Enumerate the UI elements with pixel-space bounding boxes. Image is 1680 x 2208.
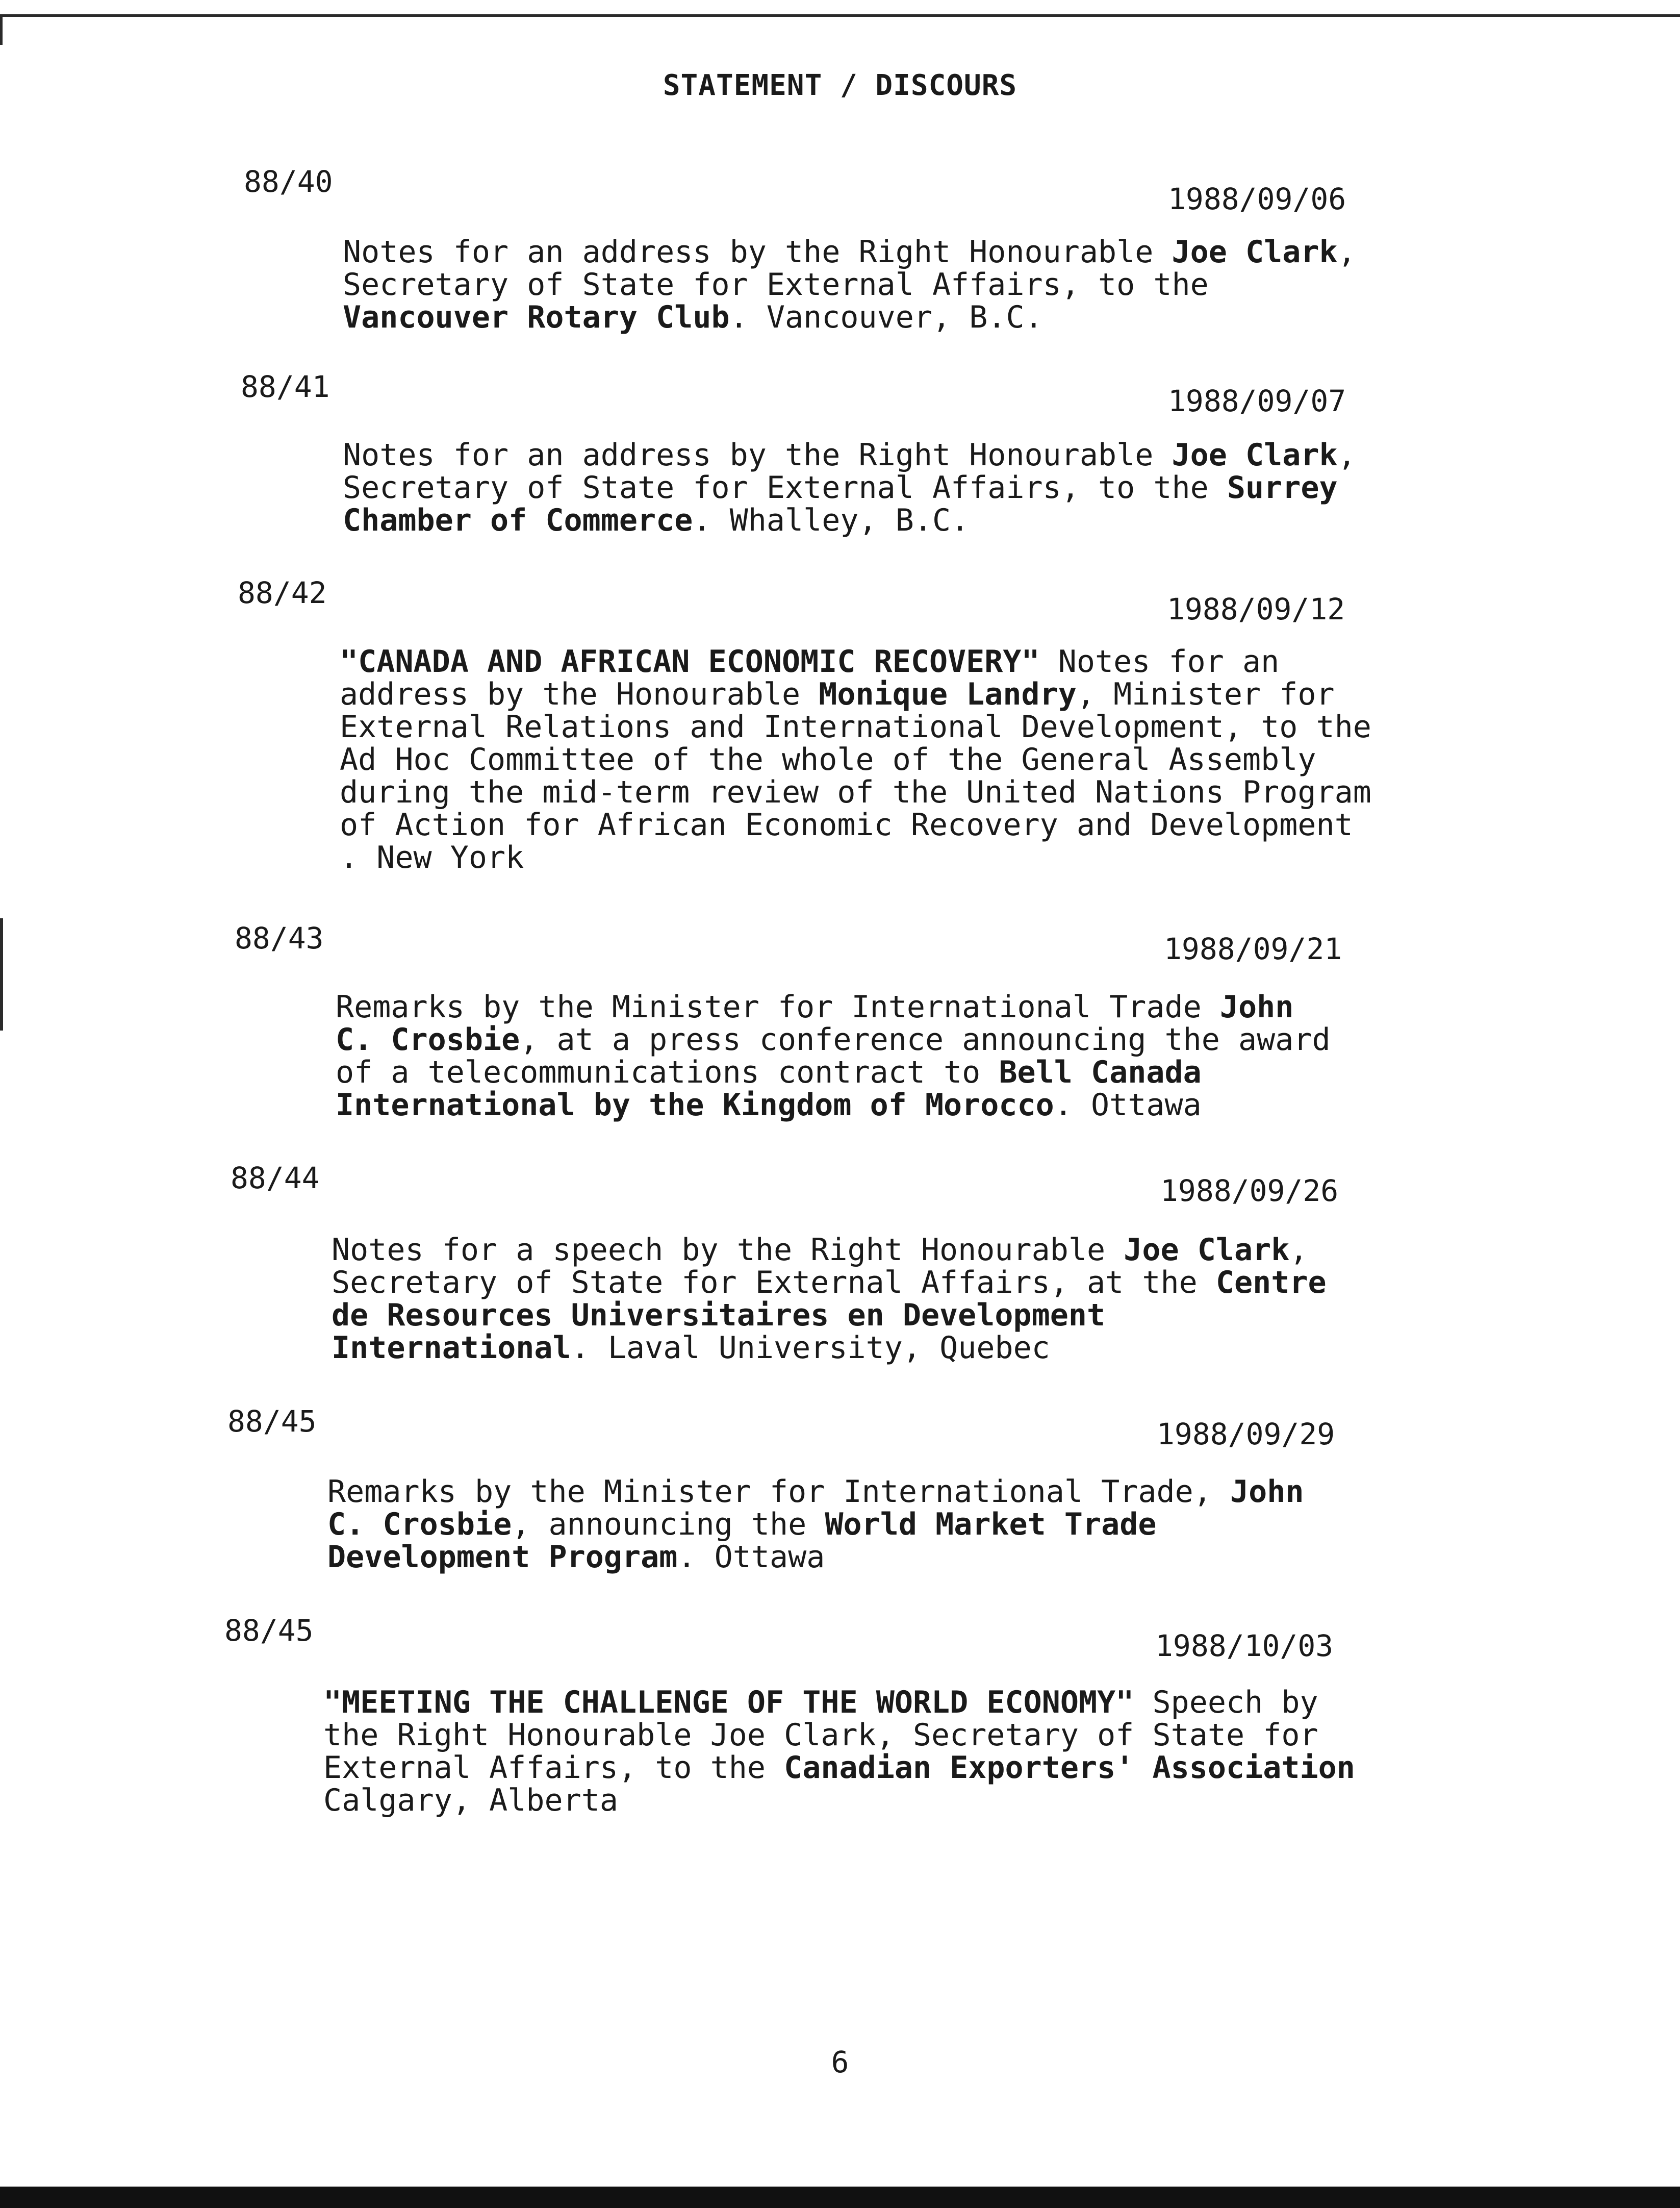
page-number: 6 xyxy=(831,2045,849,2079)
statement-description xyxy=(343,439,1356,537)
bold-text-segment: Vancouver Rotary Club xyxy=(343,299,730,335)
statement-date: 1988/10/03 xyxy=(1155,1628,1334,1663)
statement-date: 1988/09/07 xyxy=(1168,384,1346,418)
bold-text-segment: John C. Crosbie xyxy=(327,1474,1304,1542)
text-segment: . Whalley, B.C. xyxy=(693,503,970,538)
top-border-line xyxy=(0,14,1680,17)
statement-number: 88/45 xyxy=(224,1613,314,1648)
text-segment: , announcing the xyxy=(512,1507,825,1542)
statement-number: 88/43 xyxy=(235,921,324,956)
bold-text-segment: World Market Trade Development Program xyxy=(327,1507,1157,1575)
text-segment: Notes for an address by the Right Honourable xyxy=(343,437,1172,473)
text-segment: Notes for an address by the Honourable xyxy=(340,644,1280,712)
text-segment: . Ottawa xyxy=(677,1539,825,1575)
bold-text-segment: Joe Clark xyxy=(1124,1232,1290,1268)
top-left-corner-mark xyxy=(0,14,3,45)
text-segment: Calgary, Alberta xyxy=(323,1783,618,1818)
bold-text-segment: Joe Clark xyxy=(1172,234,1338,270)
statement-description xyxy=(343,236,1356,334)
bold-text-segment: Monique Landry xyxy=(819,676,1077,712)
statement-date: 1988/09/29 xyxy=(1157,1417,1335,1451)
statement-description xyxy=(332,1234,1327,1364)
text-segment: . Ottawa xyxy=(1054,1087,1202,1123)
text-segment: , at a press conference announcing the award of a telecommunications contract to xyxy=(336,1022,1331,1090)
statement-number: 88/41 xyxy=(241,369,330,404)
statement-description xyxy=(336,991,1331,1121)
statement-date: 1988/09/26 xyxy=(1160,1173,1339,1208)
page-header: STATEMENT / DISCOURS xyxy=(663,69,1017,102)
text-segment: . Vancouver, B.C. xyxy=(729,299,1043,335)
text-segment: , Secretary of State for External Affairs, to the xyxy=(343,234,1356,303)
text-segment: Notes for an address by the Right Honourable xyxy=(343,234,1172,270)
bold-text-segment: Bell Canada International by the Kingdom of Morocco xyxy=(336,1055,1202,1123)
bold-text-segment: Surrey Chamber of Commerce xyxy=(343,470,1338,538)
statement-number: 88/40 xyxy=(244,164,333,199)
left-edge-mark xyxy=(0,918,3,1031)
bold-text-segment: Canadian Exporters' Association xyxy=(784,1750,1355,1786)
bold-text-segment: "MEETING THE CHALLENGE OF THE WORLD ECONOMY" xyxy=(323,1685,1134,1720)
text-segment: Speech by the Right Honourable Joe Clark, Secretary of State for External Affairs, to the xyxy=(323,1685,1318,1786)
text-segment: Notes for a speech by the Right Honourable xyxy=(332,1232,1124,1268)
statement-description xyxy=(327,1475,1304,1573)
bold-text-segment: "CANADA AND AFRICAN ECONOMIC RECOVERY" xyxy=(340,644,1040,680)
statement-date: 1988/09/12 xyxy=(1167,592,1345,626)
bottom-border-bar xyxy=(0,2187,1680,2208)
statement-date: 1988/09/06 xyxy=(1168,182,1346,216)
statement-number: 88/45 xyxy=(227,1404,317,1439)
statement-date: 1988/09/21 xyxy=(1164,932,1342,966)
text-segment: , Secretary of State for External Affairs, at the xyxy=(332,1232,1308,1300)
bold-text-segment: Centre de Resources Universitaires en Development International xyxy=(332,1265,1327,1366)
statement-description xyxy=(323,1686,1355,1817)
statement-number: 88/44 xyxy=(231,1161,320,1195)
text-segment: Remarks by the Minister for International Trade xyxy=(336,989,1220,1025)
bold-text-segment: Joe Clark xyxy=(1172,437,1338,473)
text-segment: . Laval University, Quebec xyxy=(571,1330,1050,1366)
statement-number: 88/42 xyxy=(238,575,327,610)
bold-text-segment: John C. Crosbie xyxy=(336,989,1294,1058)
text-segment: Remarks by the Minister for International Trade, xyxy=(327,1474,1231,1510)
statement-description xyxy=(340,645,1371,874)
text-segment: , Secretary of State for External Affairs, to the xyxy=(343,437,1356,506)
text-segment: , Minister for External Relations and International Development, to the Ad Hoc Committee of the whole of the General Assembly during the mid-term review of the United Nations Program of Action for African Economic Recovery and Development . New York xyxy=(340,676,1371,875)
